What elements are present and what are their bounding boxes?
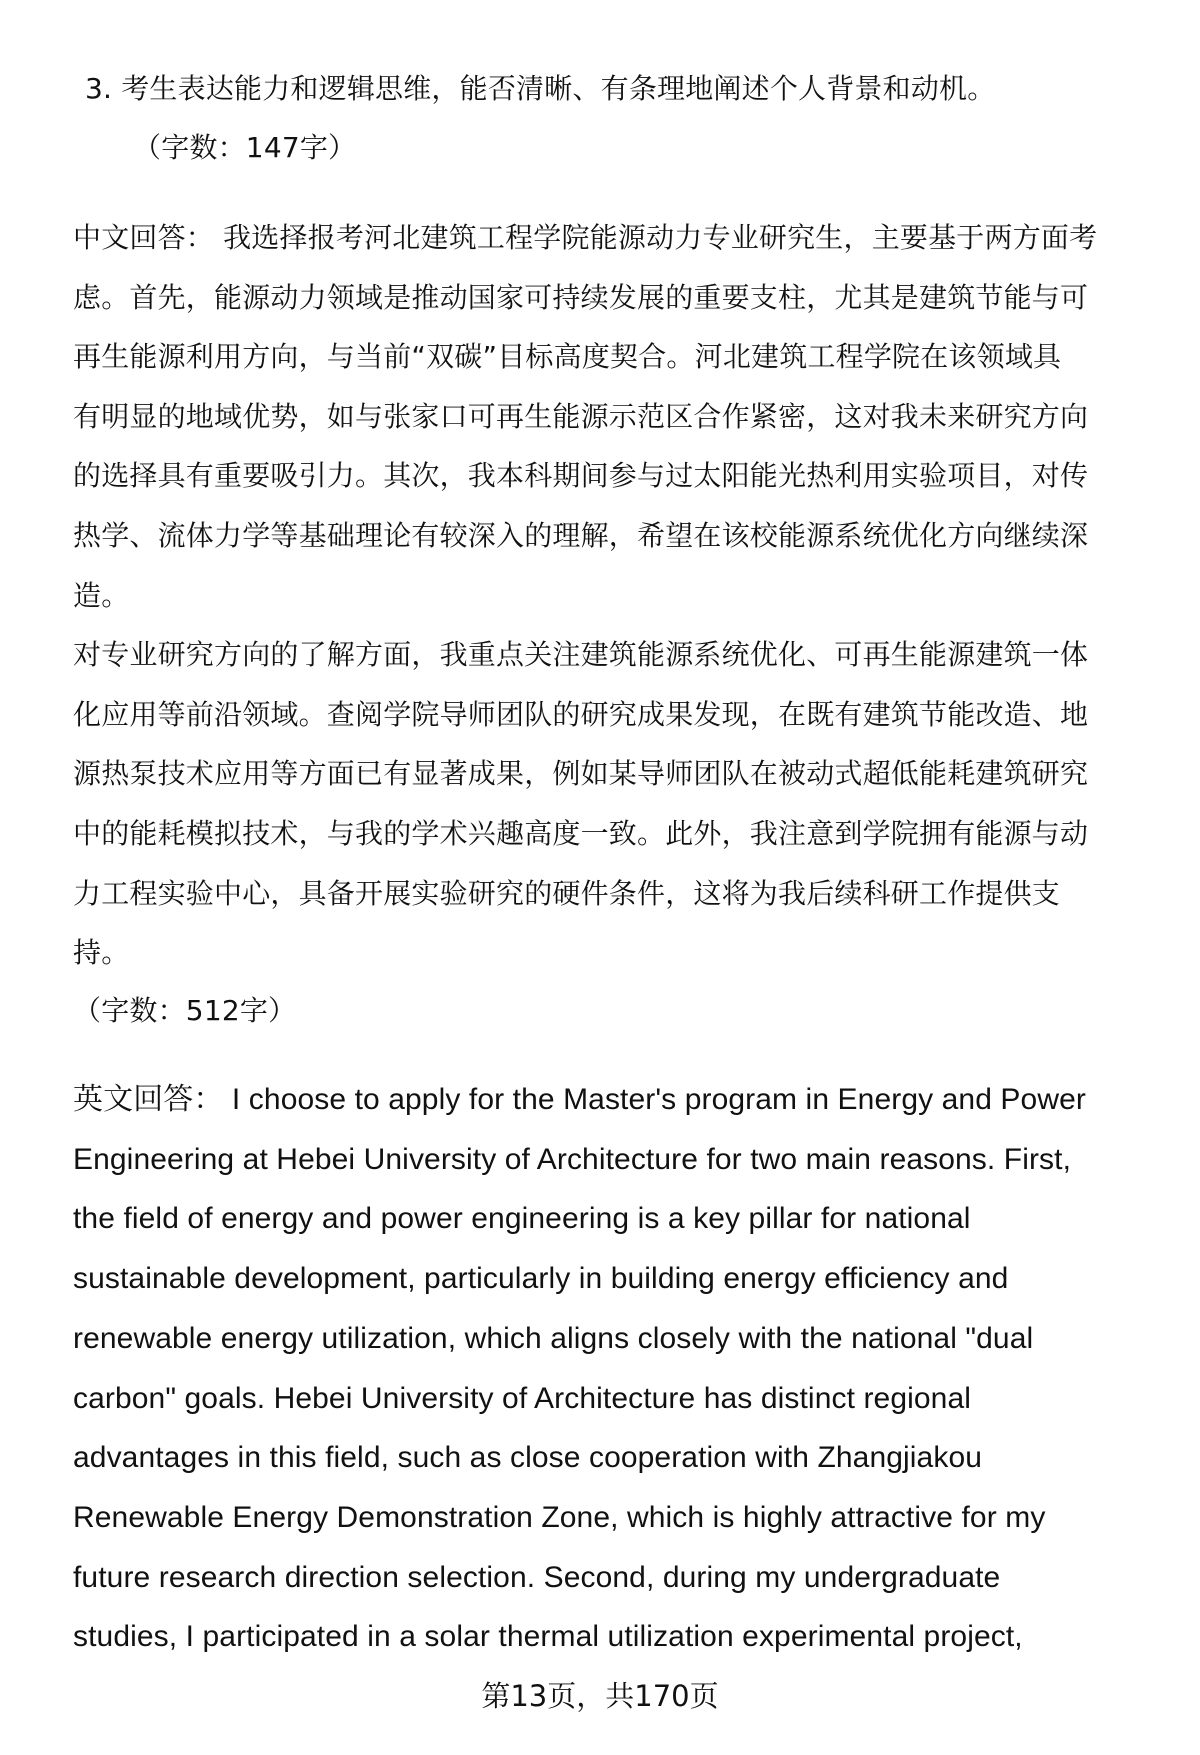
text-line: future research direction selection. Second, during my undergraduate <box>73 1560 1001 1594</box>
text-line: studies, I participated in a solar thermal utilization experimental project, <box>73 1620 1023 1654</box>
text-line: Renewable Energy Demonstration Zone, which is highly attractive for my <box>73 1500 1046 1534</box>
text-line: 中文回答： 我选择报考河北建筑工程学院能源动力专业研究生，主要基于两方面考 <box>73 221 1098 254</box>
text-line: 中的能耗模拟技术，与我的学术兴趣高度一致。此外，我注意到学院拥有能源与动 <box>73 817 1089 850</box>
text-line: sustainable development, particularly in building energy efficiency and <box>73 1262 1009 1296</box>
text-line: 力工程实验中心，具备开展实验研究的硬件条件，这将为我后续科研工作提供支 <box>73 876 1061 910</box>
text-line: 热学、流体力学等基础理论有较深入的理解，希望在该校能源系统优化方向继续深 <box>73 519 1089 552</box>
chinese-wordcount: （字数：512字） <box>73 994 297 1027</box>
question-item: 3. 考生表达能力和逻辑思维，能否清晰、有条理地阐述个人背景和动机。 <box>85 72 996 105</box>
text-line: 虑。首先，能源动力领域是推动国家可持续发展的重要支柱，尤其是建筑节能与可 <box>73 280 1089 314</box>
text-line: carbon" goals. Hebei University of Architecture has distinct regional <box>73 1381 971 1415</box>
page-number: 第13页，共170页 <box>481 1679 719 1713</box>
question-wordcount: （字数：147字） <box>133 131 357 164</box>
text-line: 化应用等前沿领域。查阅学院导师团队的研究成果发现，在既有建筑节能改造、地 <box>73 697 1089 731</box>
text-line: 对专业研究方向的了解方面，我重点关注建筑能源系统优化、可再生能源建筑一体 <box>73 638 1089 672</box>
text-line: renewable energy utilization, which aligns closely with the national "dual <box>73 1321 1034 1355</box>
text-line: 再生能源利用方向，与当前“双碳”目标高度契合。河北建筑工程学院在该领域具 <box>73 340 1062 374</box>
text-line: advantages in this field, such as close cooperation with Zhangjiakou <box>73 1441 983 1475</box>
text-line: 的选择具有重要吸引力。其次，我本科期间参与过太阳能光热利用实验项目，对传 <box>73 459 1089 493</box>
text-line: Engineering at Hebei University of Architecture for two main reasons. First, <box>73 1142 1072 1176</box>
text-line: 持。 <box>73 936 130 970</box>
text-line: 英文回答： I choose to apply for the Master's program in Energy and Power <box>73 1083 1086 1116</box>
text-line: 源热泵技术应用等方面已有显著成果，例如某导师团队在被动式超低能耗建筑研究 <box>73 757 1089 791</box>
text-line: 造。 <box>73 578 130 612</box>
text-line: 有明显的地域优势，如与张家口可再生能源示范区合作紧密，这对我未来研究方向 <box>73 399 1089 433</box>
text-line: the field of energy and power engineering is a key pillar for national <box>73 1202 971 1236</box>
